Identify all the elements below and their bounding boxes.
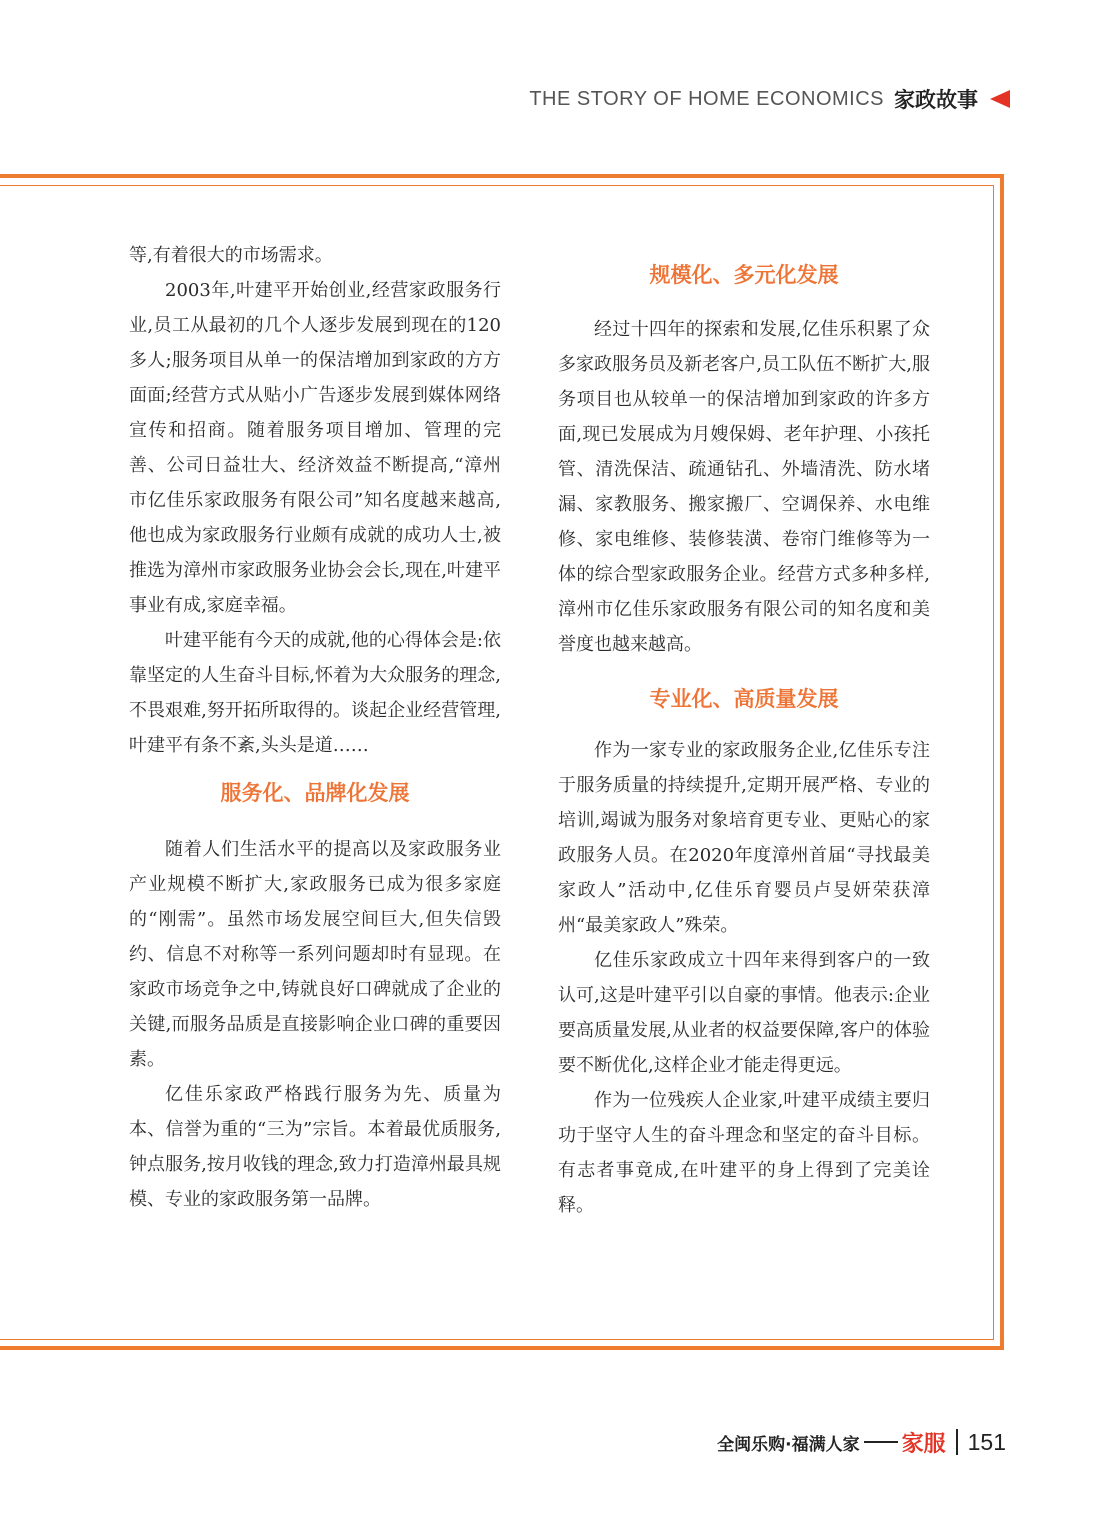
- page-footer: [717, 1424, 1006, 1460]
- paragraph: 作为一位残疾人企业家,叶建平成绩主要归功于坚守人生的奋斗理念和坚定的奋斗目标。有志者事竟成,在叶建平的身上得到了完美诠释。: [558, 1090, 930, 1216]
- right-column: [558, 258, 930, 1223]
- footer-dash-divider: [864, 1441, 898, 1443]
- footer-separator: [956, 1429, 958, 1455]
- paragraph: 亿佳乐家政严格践行服务为先、质量为本、信誉为重的“三为”宗旨。本着最优质服务,钟点服务,按月收钱的理念,致力打造漳州最具规模、专业的家政服务第一品牌。: [129, 1084, 501, 1210]
- paragraph-continued: 等,有着很大的市场需求。: [129, 245, 333, 266]
- paragraph: 亿佳乐家政成立十四年来得到客户的一致认可,这是叶建平引以自豪的事情。他表示:企业要高质量发展,从业者的权益要保障,客户的体验要不断优化,这样企业才能走得更远。: [558, 950, 930, 1076]
- paragraph: 叶建平能有今天的成就,他的心得体会是:依靠坚定的人生奋斗目标,怀着为大众服务的理念,不畏艰难,努开拓所取得的。谈起企业经营管理,叶建平有条不紊,头头是道……: [129, 630, 501, 756]
- running-header: [529, 84, 1010, 114]
- paragraph: 经过十四年的探索和发展,亿佳乐积累了众多家政服务员及新老客户,员工队伍不断扩大,服务项目也从较单一的保洁增加到家政的许多方面,现已发展成为月嫂保姆、老年护理、小孩托管、清洗保洁、疏通钻孔、外墙清洗、防水堵漏、家教服务、搬家搬厂、空调保养、水电维修、家电维修、装修装潢、卷帘门维修等为一体的综合型家政服务企业。经营方式多种多样,漳州市亿佳乐家政服务有限公司的知名度和美誉度也越来越高。: [558, 319, 930, 655]
- paragraph: 2003年,叶建平开始创业,经营家政服务行业,员工从最初的几个人逐步发展到现在的120多人;服务项目从单一的保洁增加到家政的方方面面;经营方式从贴小广告逐步发展到媒体网络宣传和招商。随着服务项目增加、管理的完善、公司日益壮大、经济效益不断提高,“漳州市亿佳乐家政服务有限公司”知名度越来越高,他也成为家政服务行业颇有成就的成功人士,被推选为漳州市家政服务业协会会长,现在,叶建平事业有成,家庭幸福。: [129, 280, 501, 616]
- section-heading-professional-quality: 专业化、高质量发展: [649, 687, 839, 711]
- page-number: 151: [967, 1428, 1006, 1455]
- section-heading-scale-diversity: 规模化、多元化发展: [649, 263, 839, 287]
- paragraph: 随着人们生活水平的提高以及家政服务业产业规模不断扩大,家政服务已成为很多家庭的“刚需”。虽然市场发展空间巨大,但失信毁约、信息不对称等一系列问题却时有显现。在家政市场竞争之中,铸就良好口碑就成了企业的关键,而服务品质是直接影响企业口碑的重要因素。: [129, 839, 501, 1070]
- triangle-left-icon: [990, 90, 1010, 108]
- paragraph: 作为一家专业的家政服务企业,亿佳乐专注于服务质量的持续提升,定期开展严格、专业的培训,竭诚为服务对象培育更专业、更贴心的家政服务人员。在2020年度漳州首届“寻找最美家政人”活动中,亿佳乐育婴员卢旻妍荣获漳州“最美家政人”殊荣。: [558, 740, 930, 936]
- header-english-title: THE STORY OF HOME ECONOMICS: [529, 87, 884, 110]
- header-chinese-title: 家政故事: [894, 88, 978, 112]
- section-heading-service-brand: 服务化、品牌化发展: [220, 781, 410, 805]
- footer-slogan: 全闽乐购·福满人家: [717, 1434, 860, 1455]
- left-column: [129, 238, 501, 1217]
- footer-brand: 家服: [901, 1431, 946, 1457]
